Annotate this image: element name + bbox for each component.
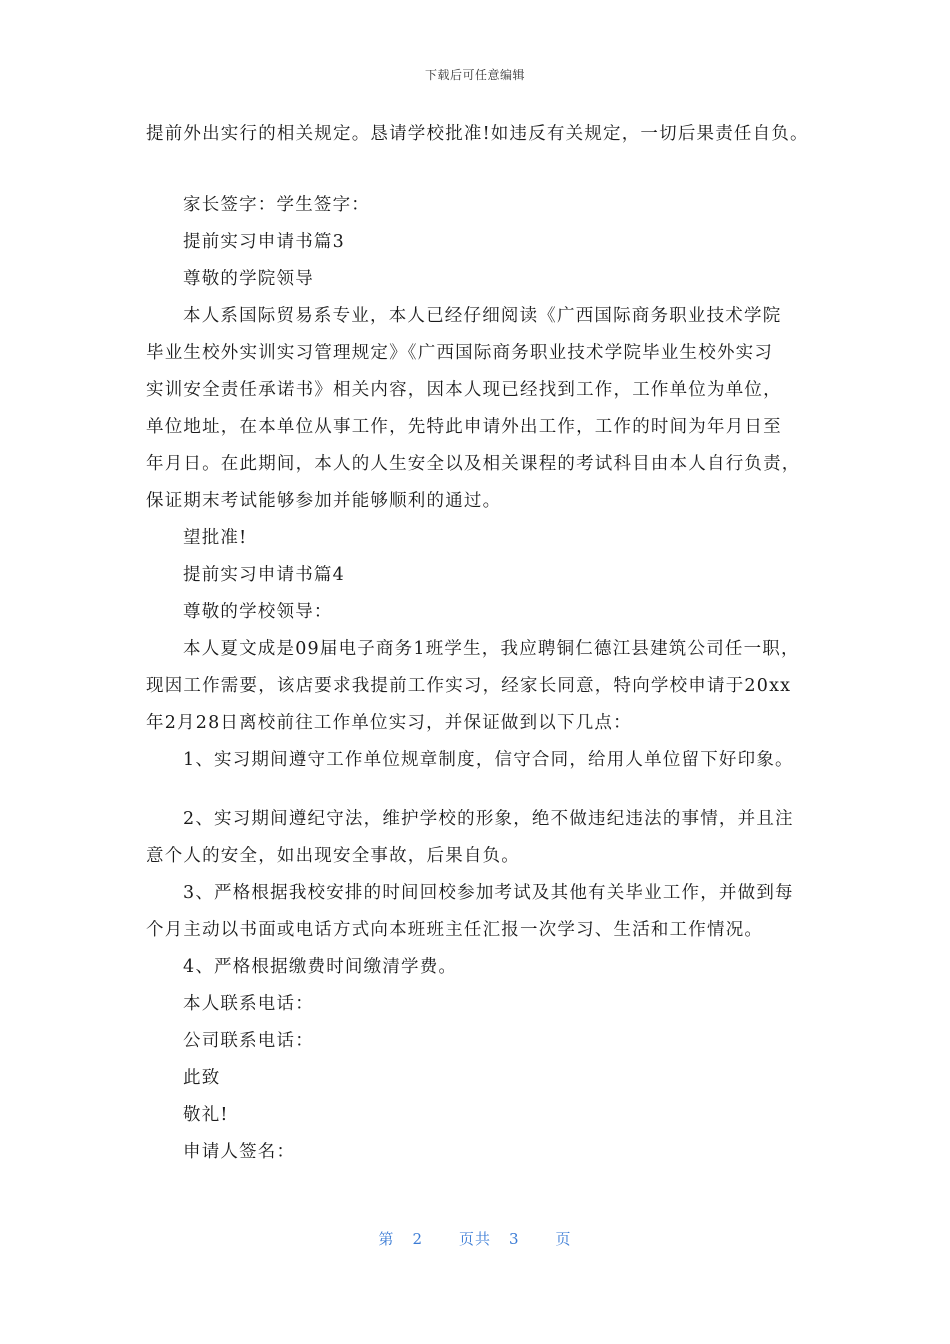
list-item: 2、实习期间遵纪守法，维护学校的形象，绝不做违纪违法的事情，并且注 (183, 809, 794, 829)
page-label-mid: 页共 (458, 1230, 491, 1248)
list-item: 3、严格根据我校安排的时间回校参加考试及其他有关毕业工作，并做到每 (183, 883, 794, 903)
contact-line: 公司联系电话： (183, 1031, 314, 1051)
paragraph-line: 年月日。在此期间，本人的人生安全以及相关课程的考试科目由本人自行负责， (146, 454, 801, 474)
spacer (146, 153, 816, 187)
salutation: 尊敬的学院领导 (183, 269, 314, 289)
spacer (146, 779, 816, 801)
section-title: 提前实习申请书篇3 (183, 232, 345, 252)
paragraph-line: 本人系国际贸易系专业，本人已经仔细阅读《广西国际商务职业技术学院 (183, 306, 782, 326)
paragraph-line: 实训安全责任承诺书》相关内容，因本人现已经找到工作，工作单位为单位， (146, 380, 782, 400)
paragraph-line: 提前外出实行的相关规定。恳请学校批准!如违反有关规定，一切后果责任自负。 (146, 124, 809, 144)
closing-line: 此致 (183, 1068, 221, 1088)
paragraph-line: 年2月28日离校前往工作单位实习，并保证做到以下几点： (146, 713, 632, 733)
paragraph-line: 现因工作需要，该店要求我提前工作实习，经家长同意，特向学校申请于20xx (146, 676, 792, 696)
signature-line: 家长签字：学生签字： (183, 195, 370, 215)
list-item: 1、实习期间遵守工作单位规章制度，信守合同，给用人单位留下好印象。 (183, 750, 794, 770)
page-label-prefix: 第 (378, 1230, 395, 1248)
page-current: 2 (412, 1230, 423, 1248)
section-title: 提前实习申请书篇4 (183, 565, 345, 585)
document-body (146, 116, 816, 1171)
page-number (0, 1228, 950, 1249)
closing-line: 敬礼! (183, 1105, 229, 1125)
page-total: 3 (509, 1230, 520, 1248)
paragraph-line: 保证期末考试能够参加并能够顺利的通过。 (146, 491, 502, 511)
contact-line: 本人联系电话： (183, 994, 314, 1014)
list-item-continuation: 意个人的安全，如出现安全事故，后果自负。 (146, 846, 520, 866)
paragraph-line: 本人夏文成是09届电子商务1班学生，我应聘铜仁德江县建筑公司任一职， (183, 639, 800, 659)
paragraph-line: 单位地址，在本单位从事工作，先特此申请外出工作，工作的时间为年月日至 (146, 417, 782, 437)
paragraph-line: 毕业生校外实训实习管理规定》《广西国际商务职业技术学院毕业生校外实习 (146, 343, 774, 363)
salutation: 尊敬的学校领导： (183, 602, 333, 622)
page-label-suffix: 页 (555, 1230, 572, 1248)
list-item-continuation: 个月主动以书面或电话方式向本班班主任汇报一次学习、生活和工作情况。 (146, 920, 764, 940)
list-item: 4、严格根据缴费时间缴清学费。 (183, 957, 458, 977)
paragraph-line: 望批准! (183, 528, 248, 548)
signature-line: 申请人签名： (183, 1142, 296, 1162)
page-header-note: 下载后可任意编辑 (424, 68, 525, 82)
